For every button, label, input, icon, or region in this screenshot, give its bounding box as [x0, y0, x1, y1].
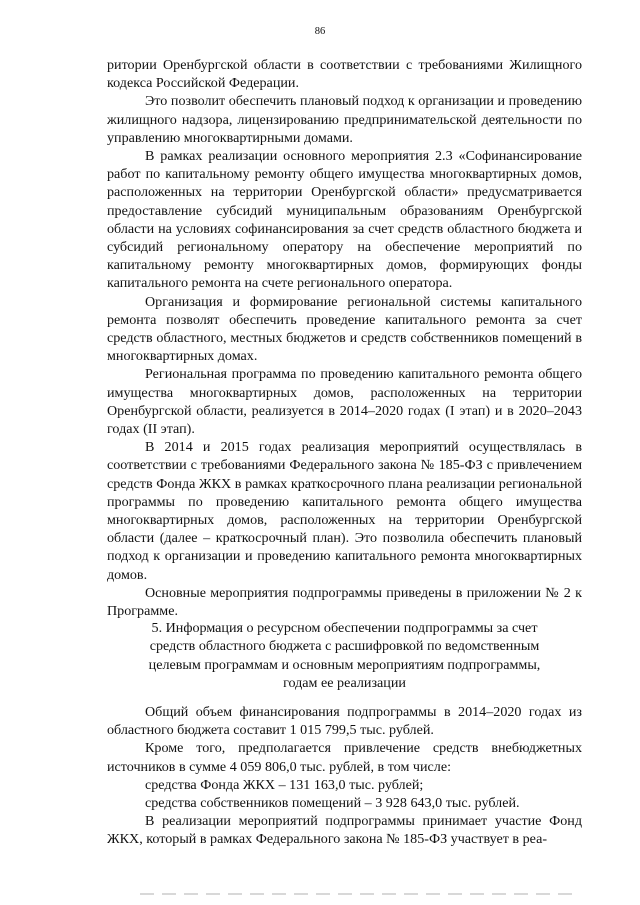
- list-item: средства собственников помещений – 3 928 643,0 тыс. рублей.: [145, 795, 520, 812]
- paragraph: В рамках реализации основного мероприятия 2.3 «Софинансирование работ по капитальному ремонту общего имущества многоквартирных домов, расположенных на территории Оренбургской области» предусматривается предоставление субсидий муниципальным образованиям Оренбургской области на условиях софинансирования за счет средств областного бюджета и субсидий региональному оператору на обеспечение мероприятий по капитальному ремонту многоквартирных домов, формирующих фонды капитального ремонта на счете регионального оператора.: [107, 148, 582, 292]
- paragraph: Основные мероприятия подпрограммы приведены в приложении № 2 к Программе.: [107, 584, 582, 620]
- paragraph: В 2014 и 2015 годах реализация мероприятий осуществлялась в соответствии с требованиями Федерального закона № 185-ФЗ с привлечением средств Фонда ЖКХ в рамках краткосрочного плана реализации региональной программы по проведению капитального ремонта общего имущества многоквартирных домов, расположенных на территории Оренбургской области (далее – краткосрочный план). Это позволила обеспечить плановый подход к организации и проведению капитального ремонта многоквартирных домов.: [107, 439, 582, 583]
- body-text-top: [107, 56, 582, 620]
- heading-line: годам ее реализации: [283, 675, 406, 692]
- scan-edge-artifact: [140, 893, 580, 895]
- paragraph: Это позволит обеспечить плановый подход к организации и проведению жилищного надзора, лицензированию предпринимательской деятельности по управлению многоквартирными домами.: [107, 93, 582, 146]
- paragraph: Организация и формирование региональной системы капитального ремонта позволят обеспечить проведение капитального ремонта за счет средств областного, местных бюджетов и средств собственников помещений в многоквартирных домах.: [107, 293, 582, 365]
- body-text-bottom: [107, 703, 582, 849]
- paragraph: Региональная программа по проведению капитального ремонта общего имущества многоквартирных домов, расположенных на территории Оренбургской области, реализуется в 2014–2020 годах (I этап) и в 2020–2043 годах (II этап).: [107, 366, 582, 438]
- heading-line: 5. Информация о ресурсном обеспечении подпрограммы за счет: [151, 620, 538, 636]
- paragraph: В реализации мероприятий подпрограммы принимает участие Фонд ЖКХ, который в рамках Федерального закона № 185-ФЗ участвует в реа-: [107, 813, 582, 848]
- paragraph: Общий объем финансирования подпрограммы в 2014–2020 годах из областного бюджета составит 1 015 799,5 тыс. рублей.: [107, 704, 582, 739]
- paragraph: ритории Оренбургской области в соответствии с требованиями Жилищного кодекса Российской Федерации.: [107, 57, 582, 92]
- section-heading: [107, 619, 582, 693]
- list-item: средства Фонда ЖКХ – 131 163,0 тыс. рублей;: [145, 776, 424, 793]
- paragraph: Кроме того, предполагается привлечение средств внебюджетных источников в сумме 4 059 806,0 тыс. рублей, в том числе:: [107, 740, 582, 775]
- heading-line: средств областного бюджета с расшифровкой по ведомственным: [149, 638, 540, 655]
- heading-line: целевым программам и основным мероприятиям подпрограммы,: [148, 656, 541, 673]
- page-number: 86: [314, 26, 326, 37]
